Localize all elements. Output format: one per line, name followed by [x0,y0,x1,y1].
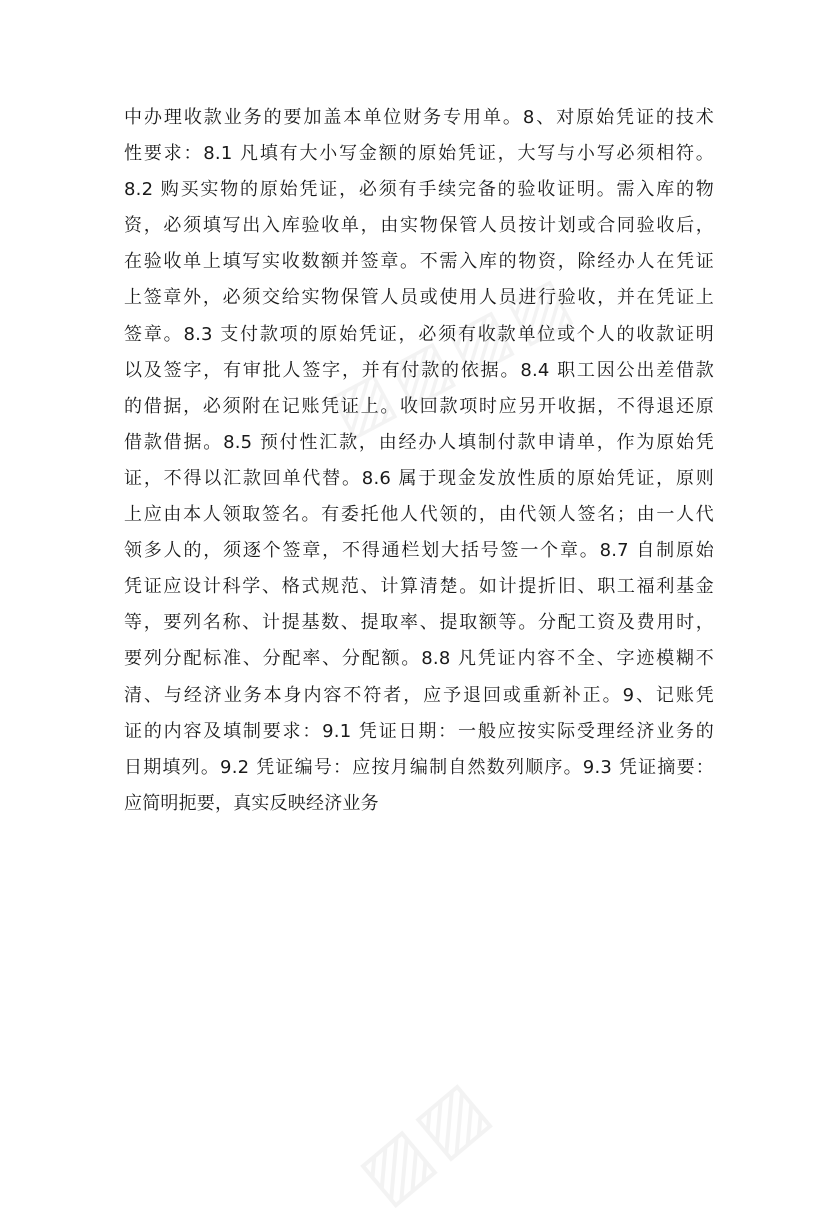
text-line: 证的内容及填制要求：9.1 凭证日期：一般应按实际受理经济业务的 [124,720,714,742]
text-line: 的借据，必须附在记账凭证上。收回款项时应另开收据，不得退还原 [124,395,714,417]
text-line: 证，不得以汇款回单代替。8.6 属于现金发放性质的原始凭证，原则 [124,467,714,489]
text-line: 性要求：8.1 凡填有大小写金额的原始凭证，大写与小写必须相符。 [124,143,714,165]
text-line: 中办理收款业务的要加盖本单位财务专用单。8、对原始凭证的技术 [124,107,714,128]
body-text [124,100,714,822]
text-line: 等，要列名称、计提基数、提取率、提取额等。分配工资及费用时， [124,612,714,634]
text-line: 资，必须填写出入库验收单，由实物保管人员按计划或合同验收后， [124,215,714,237]
text-line: 应简明扼要，真实反映经济业务 [124,792,379,814]
text-line: 领多人的，须逐个签章，不得通栏划大括号签一个章。8.7 自制原始 [124,540,714,562]
text-line: 以及签字，有审批人签字，并有付款的依据。8.4 职工因公出差借款 [124,359,714,381]
text-line: 凭证应设计科学、格式规范、计算清楚。如计提折旧、职工福利基金 [124,576,714,598]
text-line: 清、与经济业务本身内容不符者，应予退回或重新补正。9、记账凭 [124,684,714,706]
text-line: 要列分配标准、分配率、分配额。8.8 凡凭证内容不全、字迹模糊不 [124,648,714,670]
text-line: 在验收单上填写实收数额并签章。不需入库的物资，除经办人在凭证 [124,251,714,273]
text-line: 日期填列。9.2 凭证编号：应按月编制自然数列顺序。9.3 凭证摘要： [124,756,714,778]
text-line: 借款借据。8.5 预付性汇款，由经办人填制付款申请单，作为原始凭 [124,431,714,453]
watermark [342,1062,506,1218]
text-line: 签章。8.3 支付款项的原始凭证，必须有收款单位或个人的收款证明 [124,323,714,345]
text-line: 上应由本人领取签名。有委托他人代领的，由代领人签名；由一人代 [124,504,714,526]
text-line: 上签章外，必须交给实物保管人员或使用人员进行验收，并在凭证上 [124,287,714,309]
text-line: 8.2 购买实物的原始凭证，必须有手续完备的验收证明。需入库的物 [124,179,714,201]
